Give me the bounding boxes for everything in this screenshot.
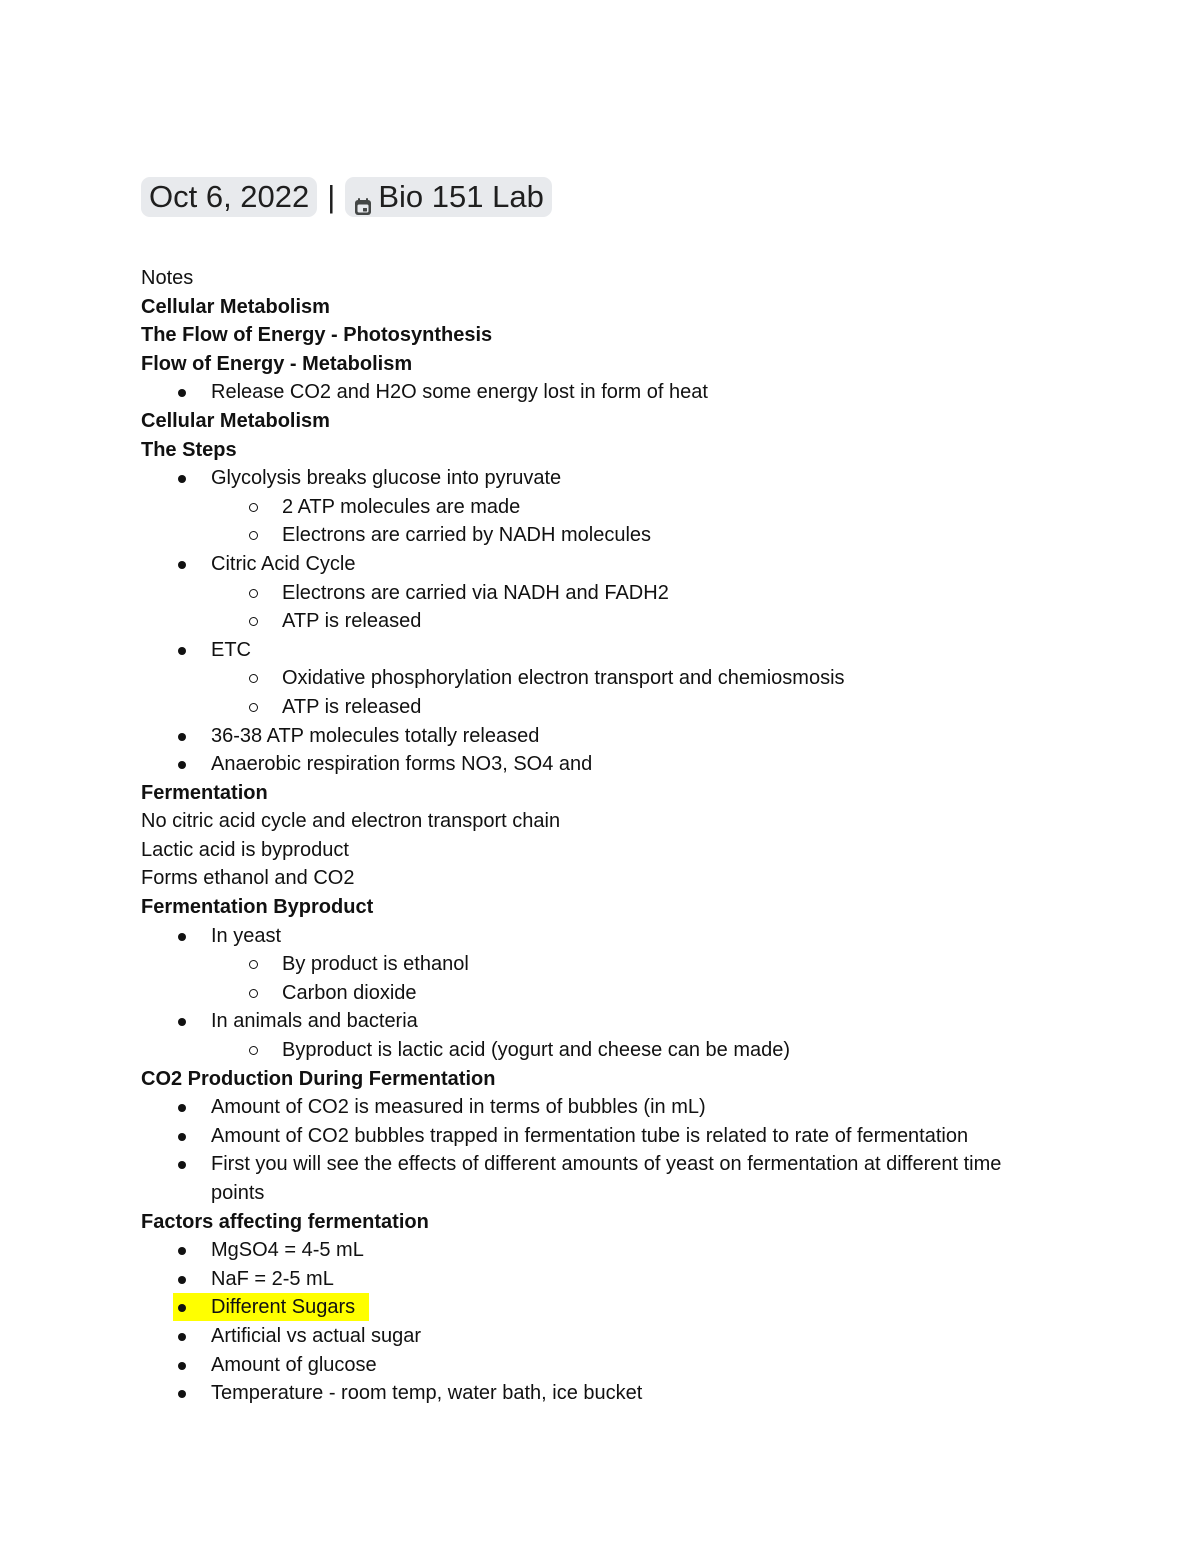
bullet-icon bbox=[178, 761, 186, 769]
list-item-text: Temperature - room temp, water bath, ice bucket bbox=[211, 1382, 643, 1405]
sub-list-item bbox=[141, 607, 1061, 636]
sub-list-item bbox=[141, 521, 1061, 550]
event-chip[interactable] bbox=[345, 177, 551, 217]
sub-list-item bbox=[141, 979, 1061, 1008]
list-item-text: Oxidative phosphorylation electron transport and chemiosmosis bbox=[282, 667, 845, 690]
bullet-icon bbox=[178, 561, 186, 569]
event-title: Bio 151 Lab bbox=[378, 179, 544, 214]
list-item bbox=[141, 1122, 1061, 1151]
date-chip[interactable] bbox=[141, 177, 317, 217]
heading: Fermentation Byproduct bbox=[141, 896, 374, 919]
list-item bbox=[141, 378, 1061, 407]
list-item-text: Electrons are carried by NADH molecules bbox=[282, 524, 652, 547]
list-item-text: 2 ATP molecules are made bbox=[282, 495, 521, 518]
list-item-text: ATP is released bbox=[282, 695, 422, 718]
list-item-text: Glycolysis breaks glucose into pyruvate bbox=[211, 467, 562, 490]
header-separator: | bbox=[327, 179, 336, 214]
list-item bbox=[141, 636, 1061, 665]
list-item bbox=[141, 722, 1061, 751]
list-item-text: Release CO2 and H2O some energy lost in form of heat bbox=[211, 381, 708, 404]
bullet-icon bbox=[178, 1362, 186, 1370]
sub-list-item bbox=[141, 1036, 1061, 1065]
list-item bbox=[141, 1236, 1061, 1265]
list-item-text: Amount of CO2 is measured in terms of bubbles (in mL) bbox=[211, 1096, 706, 1119]
sub-list-item bbox=[141, 579, 1061, 608]
list-item bbox=[141, 464, 1061, 493]
sub-list-item bbox=[141, 693, 1061, 722]
list-item bbox=[141, 750, 1061, 779]
hollow-bullet-icon bbox=[249, 531, 258, 540]
heading: Fermentation bbox=[141, 781, 268, 804]
hollow-bullet-icon bbox=[249, 960, 258, 969]
hollow-bullet-icon bbox=[249, 1046, 258, 1055]
calendar-icon bbox=[353, 187, 373, 207]
list-item-text: ATP is released bbox=[282, 610, 422, 633]
sub-list-item bbox=[141, 950, 1061, 979]
list-item-text: First you will see the effects of different amounts of yeast on fermentation at different time points bbox=[211, 1153, 1002, 1204]
list-item-text: Amount of glucose bbox=[211, 1353, 377, 1376]
list-item-text: Electrons are carried via NADH and FADH2 bbox=[282, 581, 669, 604]
sub-list-item bbox=[141, 493, 1061, 522]
heading: CO2 Production During Fermentation bbox=[141, 1067, 496, 1090]
list-item-text: Byproduct is lactic acid (yogurt and cheese can be made) bbox=[282, 1039, 791, 1062]
bullet-icon bbox=[178, 1276, 186, 1284]
list-item bbox=[141, 1351, 1061, 1380]
bullet-icon bbox=[178, 1390, 186, 1398]
heading: Flow of Energy - Metabolism bbox=[141, 352, 413, 375]
heading: Cellular Metabolism bbox=[141, 295, 330, 318]
list-item-text: MgSO4 = 4-5 mL bbox=[211, 1239, 364, 1262]
list-item bbox=[141, 1265, 1061, 1294]
hollow-bullet-icon bbox=[249, 589, 258, 598]
hollow-bullet-icon bbox=[249, 503, 258, 512]
list-item-text: ETC bbox=[211, 638, 251, 661]
document-page bbox=[141, 176, 1061, 1408]
list-item bbox=[141, 1322, 1061, 1351]
list-item bbox=[141, 1093, 1061, 1122]
hollow-bullet-icon bbox=[249, 617, 258, 626]
bullet-icon bbox=[178, 1161, 186, 1169]
hollow-bullet-icon bbox=[249, 703, 258, 712]
list-item bbox=[141, 922, 1061, 951]
list-item-text: Citric Acid Cycle bbox=[211, 552, 356, 575]
list-item-text: Amount of CO2 bubbles trapped in fermentation tube is related to rate of fermentation bbox=[211, 1124, 969, 1147]
bullet-icon bbox=[178, 933, 186, 941]
list-item-text: By product is ethanol bbox=[282, 953, 469, 976]
heading: The Steps bbox=[141, 438, 237, 461]
heading: The Flow of Energy - Photosynthesis bbox=[141, 324, 493, 347]
sub-list-item bbox=[141, 664, 1061, 693]
list-item-text: Artificial vs actual sugar bbox=[211, 1324, 422, 1347]
highlighted-list-item bbox=[141, 1293, 1061, 1322]
list-item-text: In yeast bbox=[211, 924, 282, 947]
bullet-icon bbox=[178, 1018, 186, 1026]
list-item-text: NaF = 2-5 mL bbox=[211, 1267, 334, 1290]
bullet-icon bbox=[178, 389, 186, 397]
paragraph: No citric acid cycle and electron transport chain bbox=[141, 810, 561, 833]
hollow-bullet-icon bbox=[249, 674, 258, 683]
notes-label: Notes bbox=[141, 267, 194, 289]
list-item-text: 36-38 ATP molecules totally released bbox=[211, 724, 540, 747]
list-item bbox=[141, 1379, 1061, 1408]
bullet-icon bbox=[178, 1104, 186, 1112]
paragraph: Lactic acid is byproduct bbox=[141, 838, 349, 861]
list-item-text: Different Sugars bbox=[211, 1296, 356, 1319]
date-text: Oct 6, 2022 bbox=[149, 179, 310, 214]
paragraph: Forms ethanol and CO2 bbox=[141, 867, 355, 890]
bullet-icon bbox=[178, 1333, 186, 1341]
list-item bbox=[141, 1150, 1061, 1207]
bullet-icon bbox=[178, 1133, 186, 1141]
hollow-bullet-icon bbox=[249, 989, 258, 998]
list-item-text: Carbon dioxide bbox=[282, 981, 417, 1004]
bullet-icon bbox=[178, 733, 186, 741]
heading: Cellular Metabolism bbox=[141, 409, 330, 432]
list-item-text: In animals and bacteria bbox=[211, 1010, 418, 1033]
list-item bbox=[141, 1007, 1061, 1036]
note-header bbox=[141, 176, 1061, 218]
list-item bbox=[141, 550, 1061, 579]
bullet-icon bbox=[178, 1247, 186, 1255]
bullet-icon bbox=[178, 647, 186, 655]
bullet-icon bbox=[178, 475, 186, 483]
heading: Factors affecting fermentation bbox=[141, 1210, 429, 1233]
list-item-text: Anaerobic respiration forms NO3, SO4 and bbox=[211, 753, 593, 776]
